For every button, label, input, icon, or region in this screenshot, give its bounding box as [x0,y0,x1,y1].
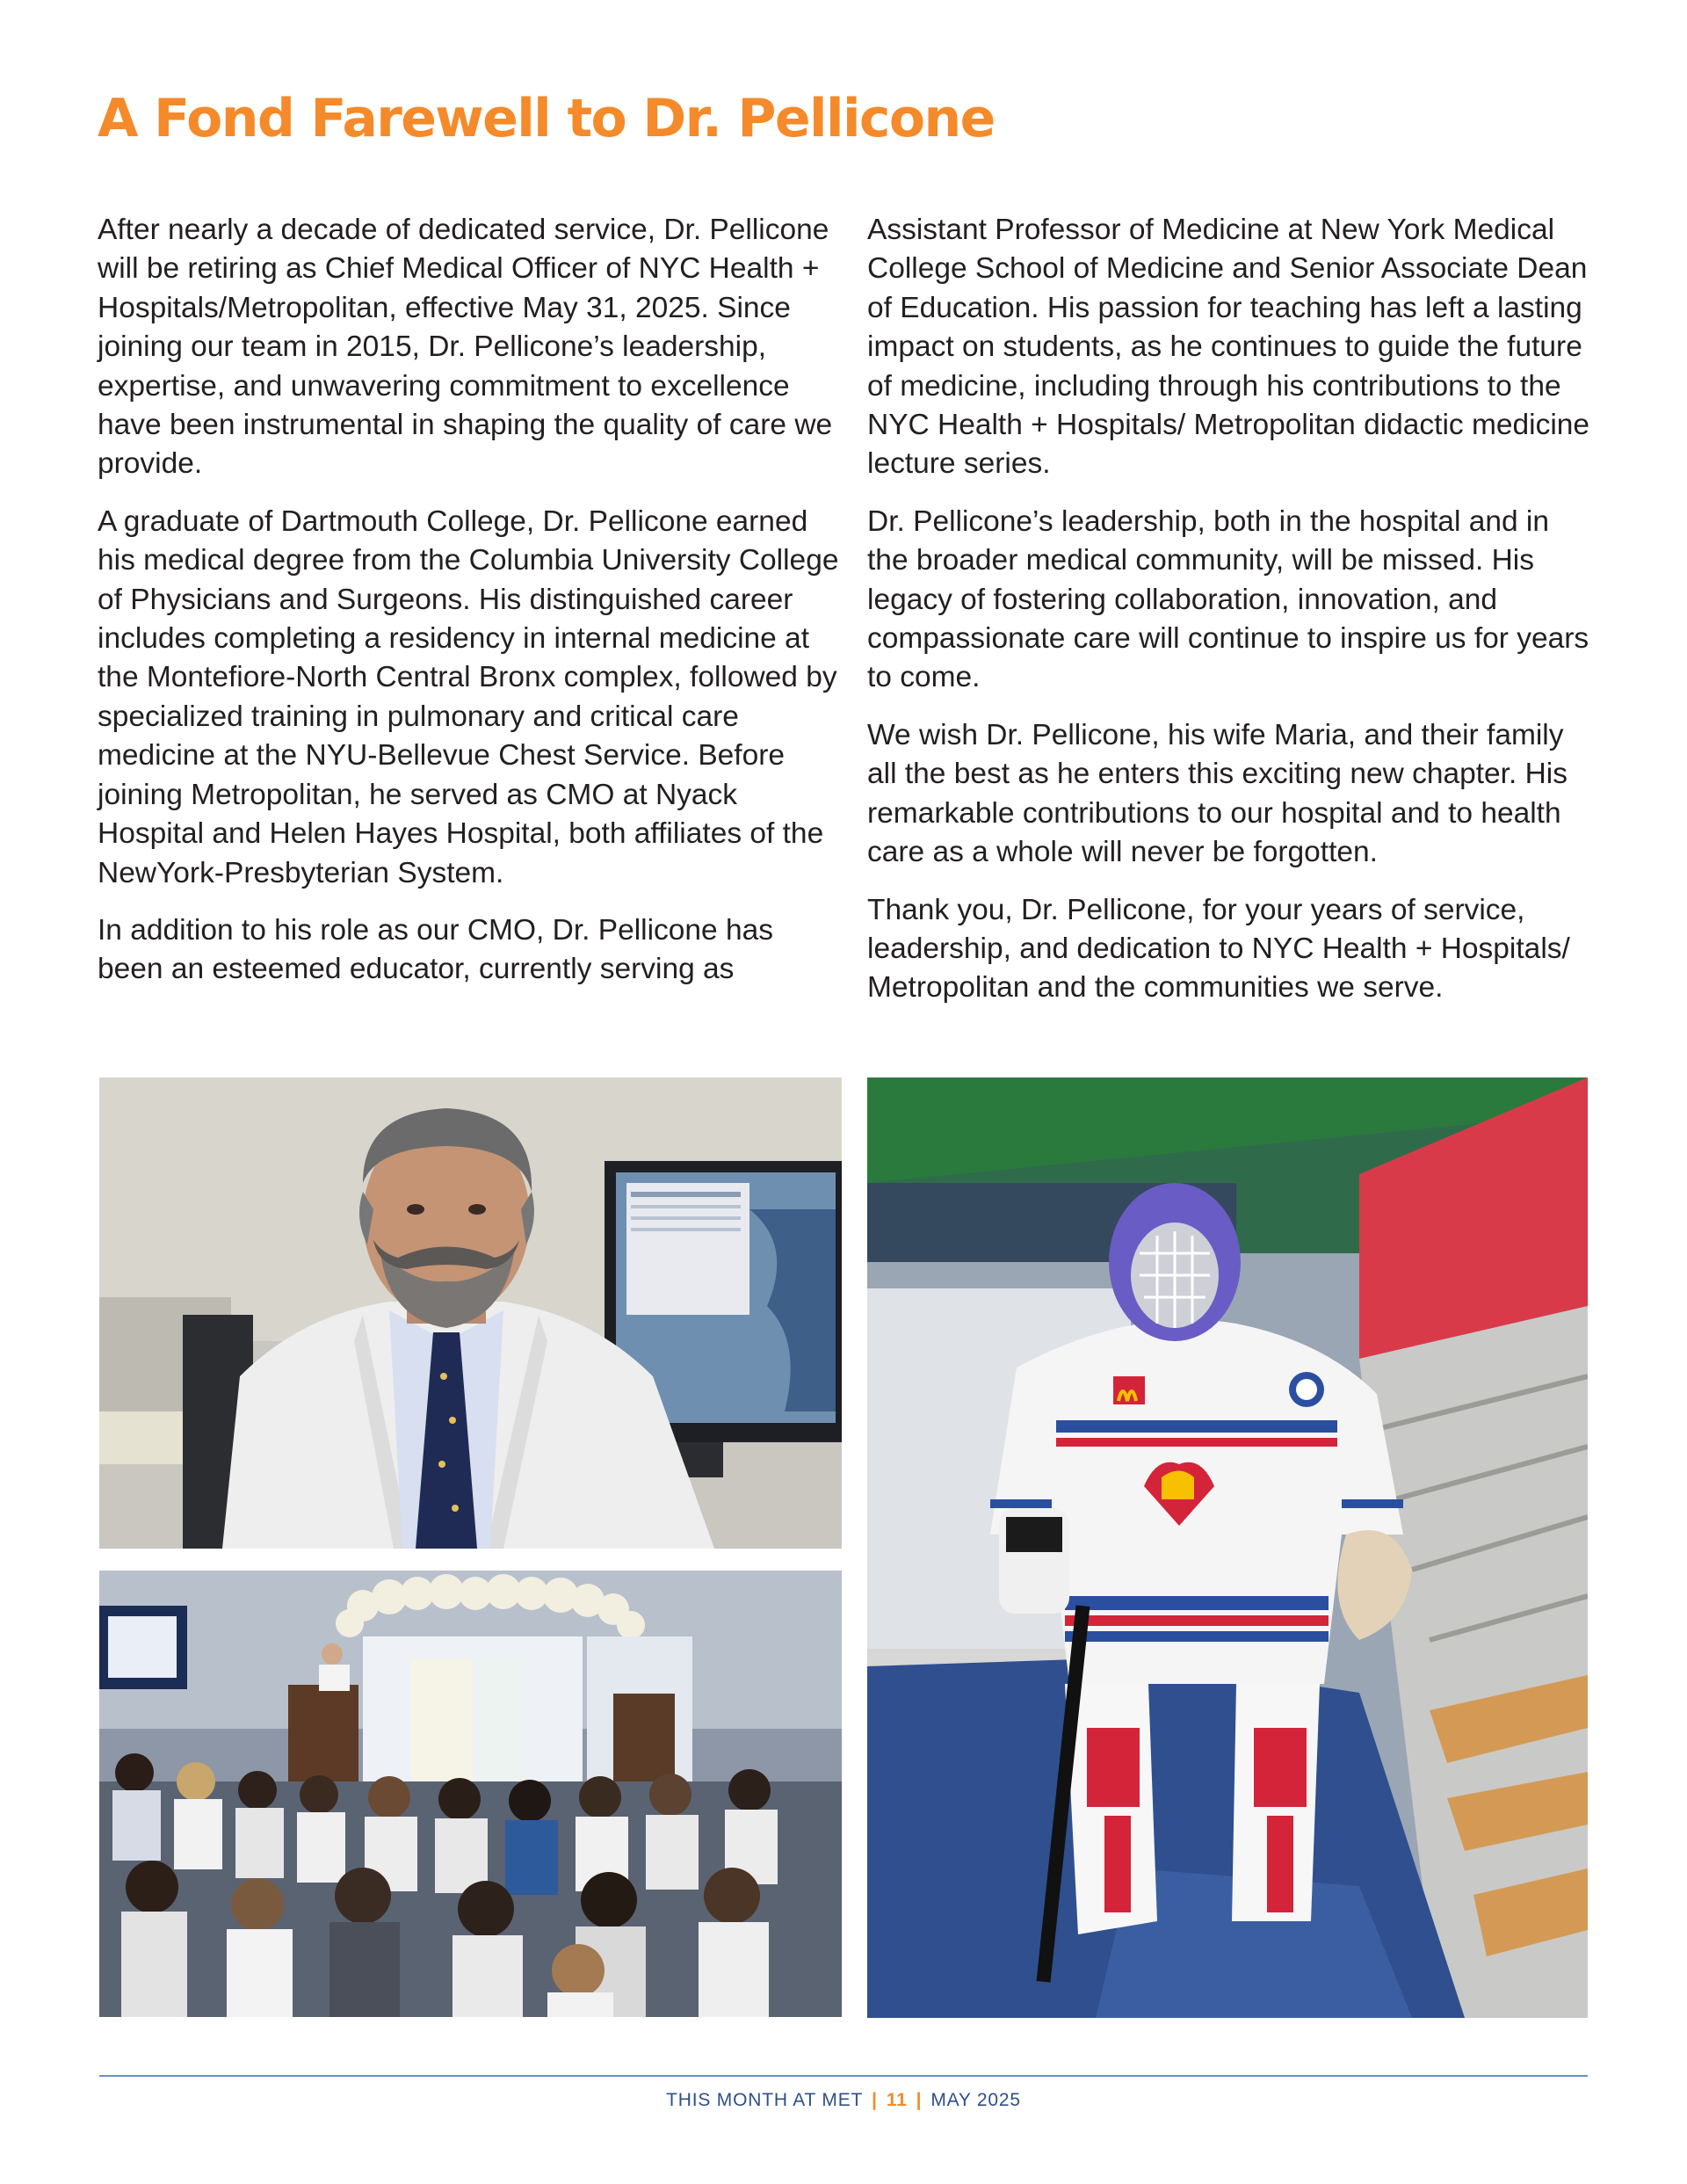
right-column [867,211,1596,1027]
page-footer [0,2090,1687,2111]
paragraph: Assistant Professor of Medicine at New York Medical College School of Medicine and Senior Associate Dean of Education. His passion for teaching has left a lasting impact on students, as he continues to guide the future of medicine, including through his contributions to the NYC Health + Hospitals/ Metropolitan didactic medicine lecture series. [867,214,1590,481]
paragraph: In addition to his role as our CMO, Dr. Pellicone has been an esteemed educator, currently serving as [98,913,774,986]
paragraph: Thank you, Dr. Pellicone, for your years of service, leadership, and dedication to NYC Health + Hospitals/ Metropolitan and the communities we serve. [867,893,1570,1005]
footer-separator: | [916,2090,923,2110]
publication-name: THIS MONTH AT MET [666,2090,864,2110]
paragraph: We wish Dr. Pellicone, his wife Maria, and their family all the best as he enters this exciting new chapter. His remarkable contributions to our hospital and to health care as a whole will never be forgotten. [867,718,1568,869]
footer-separator: | [872,2090,878,2110]
footer-divider [99,2075,1588,2077]
lecture-audience-photo [99,1571,842,2017]
hockey-goalie-photo [867,1077,1588,2018]
left-column [98,211,844,1008]
paragraph: Dr. Pellicone’s leadership, both in the hospital and in the broader medical community, will be missed. His legacy of fostering collaboration, innovation, and compassionate care will continue to inspire us for years to come. [867,504,1589,694]
issue-date: MAY 2025 [930,2090,1021,2110]
doctor-portrait-photo [99,1077,842,1549]
page-number: 11 [886,2090,908,2110]
paragraph: After nearly a decade of dedicated service, Dr. Pellicone will be retiring as Chief Medical Officer of NYC Health + Hospitals/Metropolitan, effective May 31, 2025. Since joining our team in 2015, Dr. Pellicone’s leadership, expertise, and unwavering commitment to excellence have been instrumental in shaping the quality of care we provide. [98,214,833,481]
article-title: A Fond Farewell to Dr. Pellicone [98,88,995,149]
paragraph: A graduate of Dartmouth College, Dr. Pellicone earned his medical degree from the Columbia University College of Physicians and Surgeons. His distinguished career includes completing a residency in internal medicine at the Montefiore-North Central Bronx complex, followed by specialized training in pulmonary and critical care medicine at the NYU-Bellevue Chest Service. Before joining Metropolitan, he served as CMO at Nyack Hospital and Helen Hayes Hospital, both affiliates of the NewYork-Presbyterian System. [98,504,839,889]
